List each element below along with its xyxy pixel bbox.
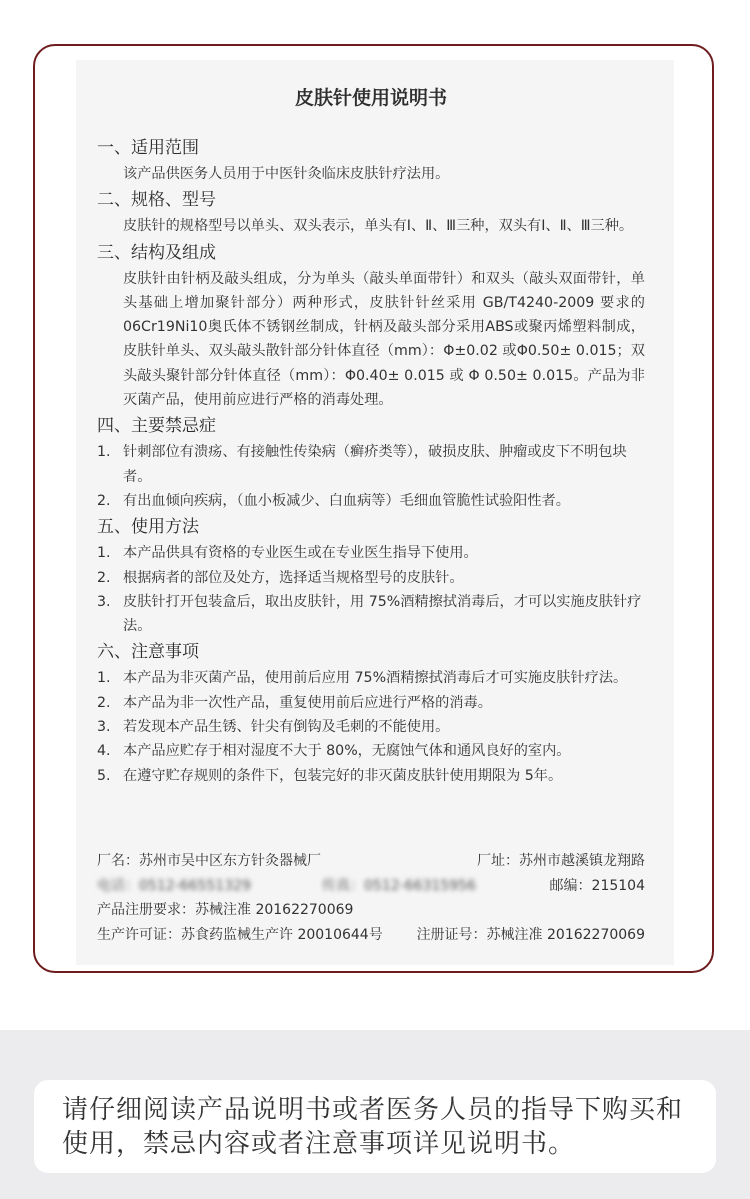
- postcode: 邮编：215104: [549, 877, 645, 894]
- item-text: 若发现本产品生锈、针尖有倒钩及毛刺的不能使用。: [123, 719, 450, 736]
- section-text-scope: 该产品供医务人员用于中医针灸临床皮肤针疗法用。: [123, 166, 450, 182]
- item-text: 在遵守贮存规则的条件下，包装完好的非灭菌皮肤针使用期限为 5年。: [123, 767, 563, 784]
- section-text-structure: 皮肤针由针柄及敲头组成，分为单头（敲头单面带针）和双头（敲头双面带针，单头基础上增加聚针部分）两种形式，皮肤针针丝采用 GB/T4240-2009 要求的 06Cr19Ni10奥氏体不锈钢丝制成，针柄及敲头部分采用ABS或聚丙烯塑料制成，皮肤针单头、双头敲头散针部分针体直径（mm）：Φ±0.02 或Φ0.50± 0.015；双头敲头聚针部分针体直径（mm）：Φ0.40± 0.015 或 Φ 0.50± 0.015。产品为非灭菌产品，使用前应进行严格的消毒处理。: [123, 270, 645, 409]
- production-license: 生产许可证：苏食药监械生产许 20010644号: [97, 926, 383, 943]
- notice-box: [34, 1080, 716, 1173]
- notice-text: 请仔细阅读产品说明书或者医务人员的指导下购买和使用，禁忌内容或者注意事项详见说明书。: [62, 1095, 684, 1159]
- instruction-document: [97, 86, 645, 788]
- section-text-spec: 皮肤针的规格型号以单头、双头表示，单头有Ⅰ、Ⅱ、Ⅲ三种，双头有Ⅰ、Ⅱ、Ⅲ三种。: [123, 218, 634, 235]
- footer-row: [97, 850, 645, 875]
- usage-list: [97, 541, 645, 638]
- list-item: [97, 440, 645, 489]
- item-text: 本产品供具有资格的专业医生或在专业医生指导下使用。: [123, 545, 478, 562]
- footer-row: [97, 875, 645, 900]
- item-number: 2.: [97, 694, 111, 711]
- item-number: 2.: [97, 569, 111, 586]
- section-heading-spec: 二、规格、型号: [97, 190, 216, 211]
- item-number: 1.: [97, 545, 111, 562]
- list-item: [97, 566, 645, 590]
- registration-certificate: 注册证号：苏械注准 20162270069: [416, 926, 645, 943]
- item-number: 1.: [97, 444, 111, 461]
- item-number: 1.: [97, 670, 111, 687]
- document-title: 皮肤针使用说明书: [294, 87, 447, 109]
- product-registration: 产品注册要求：苏械注准 20162270069: [97, 902, 354, 918]
- contraindications-list: [97, 440, 645, 513]
- item-text: 本产品应贮存于相对湿度不大于 80%，无腐蚀气体和通风良好的室内。: [123, 743, 571, 760]
- manufacturer-name: 厂名：苏州市吴中区东方针灸器械厂: [97, 853, 321, 869]
- footer-row: [97, 924, 645, 949]
- section-heading-usage: 五、使用方法: [97, 517, 199, 538]
- list-item: [97, 739, 645, 763]
- item-text: 本产品为非灭菌产品，使用前后应用 75%酒精擦拭消毒后才可实施皮肤针疗法。: [123, 670, 628, 687]
- fax-number: 传真：0512-66315956: [322, 877, 476, 894]
- list-item: [97, 541, 645, 565]
- item-text: 根据病者的部位及处方，选择适当规格型号的皮肤针。: [123, 569, 464, 586]
- list-item: [97, 691, 645, 715]
- item-number: 5.: [97, 767, 111, 784]
- manufacturer-footer: [97, 850, 645, 948]
- item-text: 本产品为非一次性产品，重复使用前后应进行严格的消毒。: [123, 694, 492, 711]
- list-item: [97, 666, 645, 690]
- footer-row: [97, 899, 645, 924]
- item-text: 针刺部位有溃疡、有接触性传染病（癣疥类等），破损皮肤、肿瘤或皮下不明包块者。: [123, 444, 627, 485]
- list-item: [97, 590, 645, 639]
- item-number: 3.: [97, 719, 111, 736]
- section-heading-scope: 一、适用范围: [97, 138, 199, 158]
- item-number: 3.: [97, 593, 111, 610]
- section-heading-structure: 三、结构及组成: [97, 242, 216, 263]
- list-item: [97, 764, 645, 788]
- item-text: 皮肤针打开包装盒后，取出皮肤针，用 75%酒精擦拭消毒后，才可以实施皮肤针疗法。: [123, 593, 642, 635]
- section-heading-precautions: 六、注意事项: [97, 642, 199, 663]
- item-number: 4.: [97, 743, 111, 760]
- item-number: 2.: [97, 492, 111, 509]
- manufacturer-address: 厂址：苏州市越溪镇龙翔路: [477, 853, 645, 869]
- item-text: 有出血倾向疾病，（血小板减少、白血病等）毛细血管脆性试验阳性者。: [123, 492, 570, 509]
- phone-number: 电话：0512-66551329: [97, 877, 251, 894]
- section-heading-contraindications: 四、主要禁忌症: [97, 416, 216, 437]
- list-item: [97, 489, 645, 513]
- precautions-list: [97, 666, 645, 787]
- list-item: [97, 715, 645, 739]
